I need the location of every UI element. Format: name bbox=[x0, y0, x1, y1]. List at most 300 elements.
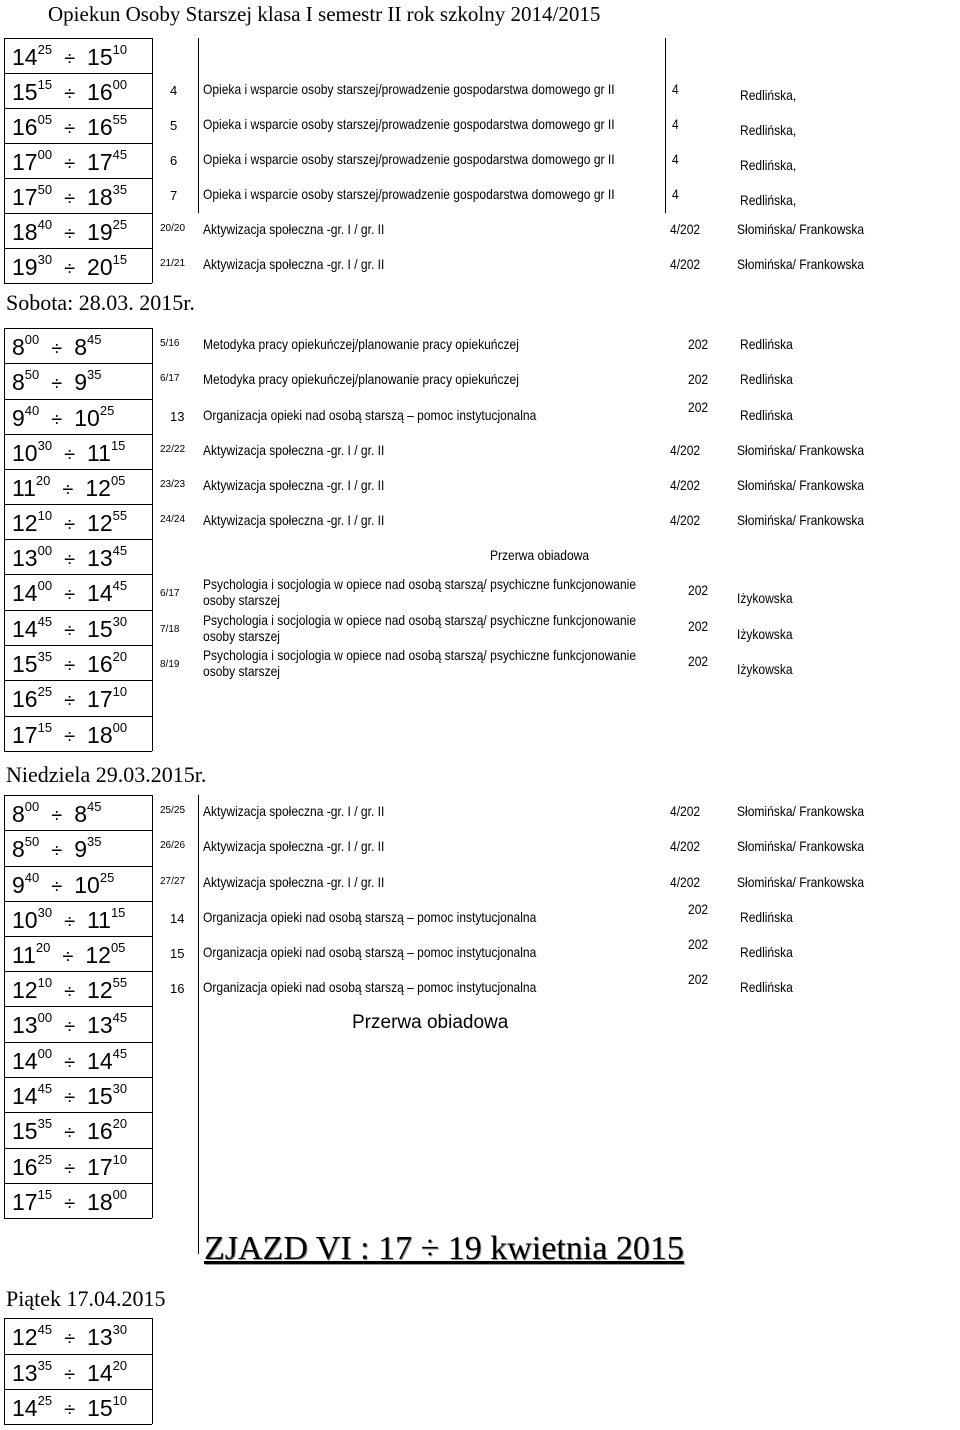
start-hour: 12 bbox=[12, 977, 38, 1003]
time-range bbox=[12, 440, 125, 467]
divide-sign: ÷ bbox=[64, 223, 76, 245]
grid-line bbox=[152, 38, 153, 283]
end-minute: 10 bbox=[112, 1152, 128, 1167]
divide-sign: ÷ bbox=[64, 1122, 76, 1144]
row-divider bbox=[4, 971, 152, 972]
time-range bbox=[12, 1189, 127, 1216]
lesson-number: 23/23 bbox=[160, 479, 186, 490]
start-minute: 40 bbox=[24, 403, 40, 418]
start-hour: 14 bbox=[12, 1395, 38, 1421]
teacher-name: Redlińska, bbox=[740, 87, 797, 103]
divide-sign: ÷ bbox=[62, 946, 74, 968]
divide-sign: ÷ bbox=[64, 1087, 76, 1109]
lesson-number: 7/18 bbox=[160, 624, 180, 635]
row-divider bbox=[4, 1042, 152, 1043]
teacher-name: Słomińska/ Frankowska bbox=[737, 477, 865, 493]
room-number: 202 bbox=[688, 582, 709, 598]
row-divider bbox=[4, 751, 152, 752]
subject-name: Organizacja opieki nad osobą starszą – pomoc instytucjonalna bbox=[203, 944, 537, 960]
room-number: 202 bbox=[688, 901, 709, 917]
divide-sign: ÷ bbox=[62, 479, 74, 501]
start-hour: 10 bbox=[12, 440, 38, 466]
grid-line bbox=[152, 1318, 153, 1424]
end-minute: 45 bbox=[112, 578, 128, 593]
subject-name: Organizacja opieki nad osobą starszą – pomoc instytucjonalna bbox=[203, 407, 537, 423]
row-divider bbox=[4, 283, 152, 284]
start-hour: 13 bbox=[12, 545, 38, 571]
room-number: 4/202 bbox=[670, 221, 701, 237]
lesson-number: 27/27 bbox=[160, 876, 186, 887]
time-range bbox=[12, 510, 127, 537]
subject-name: Aktywizacja społeczna -gr. I / gr. II bbox=[203, 256, 385, 272]
end-minute: 00 bbox=[112, 1187, 128, 1202]
start-hour: 13 bbox=[12, 1360, 38, 1386]
divide-sign: ÷ bbox=[64, 188, 76, 210]
subject-name: Aktywizacja społeczna -gr. I / gr. II bbox=[203, 874, 385, 890]
subject-name: Aktywizacja społeczna -gr. I / gr. II bbox=[203, 512, 385, 528]
end-hour: 19 bbox=[87, 219, 113, 245]
row-divider bbox=[4, 1389, 152, 1390]
start-minute: 00 bbox=[37, 578, 53, 593]
row-divider bbox=[4, 574, 152, 575]
row-divider bbox=[4, 1424, 152, 1425]
row-divider bbox=[4, 1112, 152, 1113]
row-divider bbox=[4, 248, 152, 249]
room-number: 202 bbox=[688, 336, 709, 352]
divide-sign: ÷ bbox=[64, 584, 76, 606]
divide-sign: ÷ bbox=[51, 876, 63, 898]
end-minute: 30 bbox=[112, 1081, 128, 1096]
subject-name: Aktywizacja społeczna -gr. I / gr. II bbox=[203, 477, 385, 493]
end-hour: 13 bbox=[87, 1324, 113, 1350]
start-minute: 15 bbox=[37, 1187, 53, 1202]
divide-sign: ÷ bbox=[51, 338, 63, 360]
lesson-number: 7 bbox=[170, 188, 178, 203]
time-range bbox=[12, 475, 125, 502]
subject-name: Psychologia i socjologia w opiece nad osobą starszą/ psychiczne funkcjonowanie bbox=[203, 647, 637, 663]
row-divider bbox=[4, 645, 152, 646]
end-minute: 05 bbox=[110, 473, 126, 488]
teacher-name: Redlińska, bbox=[740, 122, 797, 138]
room-number: 4/202 bbox=[670, 442, 701, 458]
start-hour: 12 bbox=[12, 510, 38, 536]
end-hour: 16 bbox=[87, 79, 113, 105]
subject-name: Opieka i wsparcie osoby starszej/prowadzenie gospodarstwa domowego gr II bbox=[203, 81, 615, 97]
break-label: Przerwa obiadowa bbox=[490, 547, 590, 563]
end-hour: 18 bbox=[87, 184, 113, 210]
lesson-number: 16 bbox=[170, 981, 185, 996]
teacher-name: Słomińska/ Frankowska bbox=[737, 221, 865, 237]
divide-sign: ÷ bbox=[51, 409, 63, 431]
grid-line bbox=[198, 795, 199, 1254]
row-divider bbox=[4, 830, 152, 831]
row-divider bbox=[4, 363, 152, 364]
start-minute: 15 bbox=[37, 77, 53, 92]
end-minute: 00 bbox=[112, 77, 128, 92]
lesson-number: 5 bbox=[170, 118, 178, 133]
start-minute: 10 bbox=[37, 975, 53, 990]
time-range bbox=[12, 1395, 127, 1422]
start-minute: 20 bbox=[35, 940, 51, 955]
lesson-number: 6 bbox=[170, 153, 178, 168]
time-range bbox=[12, 580, 127, 607]
time-range bbox=[12, 114, 127, 141]
divide-sign: ÷ bbox=[64, 444, 76, 466]
room-number: 4/202 bbox=[670, 477, 701, 493]
row-divider bbox=[4, 73, 152, 74]
row-divider bbox=[4, 1077, 152, 1078]
row-divider bbox=[4, 539, 152, 540]
end-hour: 12 bbox=[87, 977, 113, 1003]
divide-sign: ÷ bbox=[51, 373, 63, 395]
teacher-name: Redlińska, bbox=[740, 157, 797, 173]
start-minute: 35 bbox=[37, 1358, 53, 1373]
divide-sign: ÷ bbox=[64, 655, 76, 677]
start-hour: 10 bbox=[12, 907, 38, 933]
grid-line bbox=[152, 795, 153, 1218]
teacher-name: Redlińska bbox=[740, 407, 793, 423]
end-hour: 9 bbox=[74, 836, 88, 862]
teacher-name: Redlińska bbox=[740, 979, 793, 995]
start-minute: 00 bbox=[37, 147, 53, 162]
lesson-number: 4 bbox=[170, 83, 178, 98]
lesson-number: 6/17 bbox=[160, 373, 180, 384]
end-hour: 12 bbox=[87, 510, 113, 536]
start-hour: 18 bbox=[12, 219, 38, 245]
time-range bbox=[12, 836, 102, 863]
grid-line bbox=[4, 1318, 5, 1424]
end-hour: 13 bbox=[87, 1012, 113, 1038]
row-divider bbox=[4, 178, 152, 179]
time-range bbox=[12, 334, 102, 361]
teacher-name: Redlińska, bbox=[740, 192, 797, 208]
end-minute: 45 bbox=[112, 147, 128, 162]
room-number: 202 bbox=[688, 618, 709, 634]
lesson-number: 15 bbox=[170, 946, 185, 961]
divide-sign: ÷ bbox=[64, 1193, 76, 1215]
row-divider bbox=[4, 901, 152, 902]
page-title: Opiekun Osoby Starszej klasa I semestr II rok szkolny 2014/2015 bbox=[48, 2, 601, 26]
end-minute: 05 bbox=[110, 940, 126, 955]
start-minute: 25 bbox=[37, 1152, 53, 1167]
subject-name: Psychologia i socjologia w opiece nad osobą starszą/ psychiczne funkcjonowanie bbox=[203, 612, 637, 628]
divide-sign: ÷ bbox=[64, 911, 76, 933]
end-minute: 55 bbox=[112, 975, 128, 990]
start-hour: 8 bbox=[12, 369, 25, 395]
row-divider bbox=[4, 143, 152, 144]
time-range bbox=[12, 1154, 127, 1181]
row-divider bbox=[4, 213, 152, 214]
row-divider bbox=[4, 469, 152, 470]
divide-sign: ÷ bbox=[64, 1399, 76, 1421]
end-hour: 11 bbox=[87, 907, 111, 933]
break-label: Przerwa obiadowa bbox=[352, 1012, 509, 1033]
start-hour: 17 bbox=[12, 184, 38, 210]
end-minute: 10 bbox=[112, 1393, 128, 1408]
start-minute: 40 bbox=[37, 217, 53, 232]
room-number: 4/202 bbox=[670, 803, 701, 819]
start-minute: 45 bbox=[37, 1322, 53, 1337]
row-divider bbox=[4, 1006, 152, 1007]
subject-name: Opieka i wsparcie osoby starszej/prowadzenie gospodarstwa domowego gr II bbox=[203, 186, 615, 202]
time-range bbox=[12, 219, 127, 246]
end-hour: 17 bbox=[87, 149, 113, 175]
time-range bbox=[12, 616, 127, 643]
start-minute: 50 bbox=[24, 834, 40, 849]
end-hour: 20 bbox=[87, 254, 113, 280]
row-divider bbox=[4, 1354, 152, 1355]
start-hour: 17 bbox=[12, 722, 38, 748]
time-range bbox=[12, 545, 127, 572]
end-minute: 15 bbox=[110, 905, 126, 920]
end-hour: 12 bbox=[85, 942, 111, 968]
time-range bbox=[12, 149, 127, 176]
teacher-name: Iżykowska bbox=[737, 661, 793, 677]
time-range bbox=[12, 254, 127, 281]
divide-sign: ÷ bbox=[51, 840, 63, 862]
zjazd-title: ZJAZD VI : 17 ÷ 19 kwietnia 2015 bbox=[204, 1230, 684, 1267]
subject-name: Metodyka pracy opiekuńczej/planowanie pracy opiekuńczej bbox=[203, 336, 519, 352]
end-minute: 10 bbox=[112, 42, 128, 57]
subject-name: Aktywizacja społeczna -gr. I / gr. II bbox=[203, 838, 385, 854]
end-minute: 20 bbox=[112, 1358, 128, 1373]
start-minute: 35 bbox=[37, 1116, 53, 1131]
row-divider bbox=[4, 1318, 152, 1319]
divide-sign: ÷ bbox=[64, 620, 76, 642]
end-minute: 25 bbox=[112, 217, 128, 232]
row-divider bbox=[4, 936, 152, 937]
row-divider bbox=[4, 716, 152, 717]
room-number: 4/202 bbox=[670, 838, 701, 854]
time-range bbox=[12, 872, 114, 899]
row-divider bbox=[4, 795, 152, 796]
start-minute: 50 bbox=[24, 367, 40, 382]
end-hour: 14 bbox=[87, 1360, 113, 1386]
row-divider bbox=[4, 108, 152, 109]
divide-sign: ÷ bbox=[64, 153, 76, 175]
lesson-number: 26/26 bbox=[160, 840, 186, 851]
room-number: 4 bbox=[672, 116, 679, 132]
end-hour: 18 bbox=[87, 1189, 113, 1215]
end-minute: 20 bbox=[112, 1116, 128, 1131]
end-minute: 45 bbox=[112, 543, 128, 558]
end-hour: 15 bbox=[87, 616, 113, 642]
lesson-number: 24/24 bbox=[160, 514, 186, 525]
row-divider bbox=[4, 399, 152, 400]
start-minute: 35 bbox=[37, 649, 53, 664]
row-divider bbox=[4, 328, 152, 329]
start-minute: 00 bbox=[37, 543, 53, 558]
sunday-title: Niedziela 29.03.2015r. bbox=[6, 762, 207, 787]
end-hour: 16 bbox=[87, 651, 113, 677]
teacher-name: Słomińska/ Frankowska bbox=[737, 874, 865, 890]
time-range bbox=[12, 651, 127, 678]
end-minute: 30 bbox=[112, 614, 128, 629]
end-hour: 10 bbox=[74, 405, 100, 431]
start-minute: 45 bbox=[37, 1081, 53, 1096]
divide-sign: ÷ bbox=[64, 690, 76, 712]
end-minute: 00 bbox=[112, 720, 128, 735]
room-number: 4/202 bbox=[670, 512, 701, 528]
end-hour: 15 bbox=[87, 44, 113, 70]
start-minute: 40 bbox=[24, 870, 40, 885]
end-minute: 35 bbox=[112, 182, 128, 197]
start-minute: 25 bbox=[37, 42, 53, 57]
time-range bbox=[12, 942, 125, 969]
start-hour: 14 bbox=[12, 616, 38, 642]
grid-line bbox=[198, 38, 199, 213]
room-number: 4 bbox=[672, 81, 679, 97]
end-hour: 10 bbox=[74, 872, 100, 898]
start-hour: 14 bbox=[12, 44, 38, 70]
room-number: 202 bbox=[688, 399, 709, 415]
divide-sign: ÷ bbox=[64, 48, 76, 70]
end-minute: 45 bbox=[87, 799, 102, 814]
room-number: 202 bbox=[688, 653, 709, 669]
teacher-name: Iżykowska bbox=[737, 590, 793, 606]
time-range bbox=[12, 907, 125, 934]
divide-sign: ÷ bbox=[64, 726, 76, 748]
end-hour: 16 bbox=[87, 114, 113, 140]
start-hour: 8 bbox=[12, 801, 25, 827]
row-divider bbox=[4, 866, 152, 867]
time-range bbox=[12, 686, 127, 713]
start-minute: 00 bbox=[37, 1010, 53, 1025]
row-divider bbox=[4, 504, 152, 505]
row-divider bbox=[4, 680, 152, 681]
time-range bbox=[12, 1048, 127, 1075]
end-hour: 16 bbox=[87, 1118, 113, 1144]
room-number: 4/202 bbox=[670, 874, 701, 890]
friday2-title: Piątek 17.04.2015 bbox=[6, 1286, 166, 1311]
end-minute: 55 bbox=[112, 508, 128, 523]
start-hour: 8 bbox=[12, 334, 25, 360]
end-hour: 15 bbox=[87, 1395, 113, 1421]
divide-sign: ÷ bbox=[64, 1158, 76, 1180]
end-minute: 35 bbox=[87, 367, 102, 382]
start-hour: 19 bbox=[12, 254, 38, 280]
row-divider bbox=[4, 610, 152, 611]
divide-sign: ÷ bbox=[64, 549, 76, 571]
start-hour: 15 bbox=[12, 651, 38, 677]
divide-sign: ÷ bbox=[64, 1328, 76, 1350]
subject-name: Organizacja opieki nad osobą starszą – pomoc instytucjonalna bbox=[203, 909, 537, 925]
divide-sign: ÷ bbox=[64, 981, 76, 1003]
end-hour: 14 bbox=[87, 580, 113, 606]
start-minute: 50 bbox=[37, 182, 53, 197]
start-minute: 00 bbox=[37, 1046, 53, 1061]
start-minute: 10 bbox=[37, 508, 53, 523]
saturday-title: Sobota: 28.03. 2015r. bbox=[6, 290, 195, 315]
subject-name: Organizacja opieki nad osobą starszą – pomoc instytucjonalna bbox=[203, 979, 537, 995]
start-minute: 30 bbox=[37, 438, 53, 453]
lesson-number: 6/17 bbox=[160, 588, 180, 599]
subject-name-line2: osoby starszej bbox=[203, 592, 280, 608]
start-minute: 25 bbox=[37, 684, 53, 699]
start-hour: 16 bbox=[12, 1154, 38, 1180]
start-hour: 17 bbox=[12, 149, 38, 175]
subject-name-line2: osoby starszej bbox=[203, 663, 280, 679]
time-range bbox=[12, 79, 127, 106]
end-minute: 30 bbox=[112, 1322, 128, 1337]
end-minute: 15 bbox=[110, 438, 126, 453]
subject-name: Psychologia i socjologia w opiece nad osobą starszą/ psychiczne funkcjonowanie bbox=[203, 576, 637, 592]
room-number: 4/202 bbox=[670, 256, 701, 272]
end-hour: 14 bbox=[87, 1048, 113, 1074]
start-hour: 16 bbox=[12, 686, 38, 712]
start-minute: 30 bbox=[37, 905, 53, 920]
grid-line bbox=[665, 38, 666, 213]
subject-name: Opieka i wsparcie osoby starszej/prowadzenie gospodarstwa domowego gr II bbox=[203, 116, 615, 132]
teacher-name: Iżykowska bbox=[737, 626, 793, 642]
start-minute: 00 bbox=[24, 332, 40, 347]
end-hour: 8 bbox=[74, 801, 88, 827]
lesson-number: 5/16 bbox=[160, 338, 180, 349]
divide-sign: ÷ bbox=[51, 805, 63, 827]
row-divider bbox=[4, 1148, 152, 1149]
divide-sign: ÷ bbox=[64, 1364, 76, 1386]
room-number: 4 bbox=[672, 186, 679, 202]
end-minute: 10 bbox=[112, 684, 128, 699]
row-divider bbox=[4, 434, 152, 435]
start-minute: 20 bbox=[35, 473, 51, 488]
end-minute: 15 bbox=[112, 252, 128, 267]
time-range bbox=[12, 369, 102, 396]
start-minute: 45 bbox=[37, 614, 53, 629]
row-divider bbox=[4, 1218, 152, 1219]
teacher-name: Słomińska/ Frankowska bbox=[737, 512, 865, 528]
room-number: 4 bbox=[672, 151, 679, 167]
end-minute: 45 bbox=[87, 332, 102, 347]
start-minute: 15 bbox=[37, 720, 53, 735]
time-range bbox=[12, 801, 102, 828]
start-hour: 8 bbox=[12, 836, 25, 862]
start-hour: 9 bbox=[12, 872, 25, 898]
end-hour: 15 bbox=[87, 1083, 113, 1109]
teacher-name: Słomińska/ Frankowska bbox=[737, 803, 865, 819]
end-minute: 20 bbox=[112, 649, 128, 664]
grid-line bbox=[152, 328, 153, 751]
start-hour: 14 bbox=[12, 1083, 38, 1109]
divide-sign: ÷ bbox=[64, 514, 76, 536]
lesson-number: 14 bbox=[170, 911, 185, 926]
teacher-name: Słomińska/ Frankowska bbox=[737, 838, 865, 854]
end-hour: 12 bbox=[85, 475, 111, 501]
divide-sign: ÷ bbox=[64, 118, 76, 140]
time-range bbox=[12, 1118, 127, 1145]
end-minute: 25 bbox=[99, 870, 115, 885]
room-number: 202 bbox=[688, 971, 709, 987]
start-hour: 12 bbox=[12, 1324, 38, 1350]
room-number: 202 bbox=[688, 371, 709, 387]
start-hour: 17 bbox=[12, 1189, 38, 1215]
start-hour: 14 bbox=[12, 580, 38, 606]
teacher-name: Redlińska bbox=[740, 336, 793, 352]
end-hour: 13 bbox=[87, 545, 113, 571]
subject-name: Aktywizacja społeczna -gr. I / gr. II bbox=[203, 803, 385, 819]
end-minute: 45 bbox=[112, 1010, 128, 1025]
teacher-name: Redlińska bbox=[740, 909, 793, 925]
end-minute: 25 bbox=[99, 403, 115, 418]
lesson-number: 21/21 bbox=[160, 258, 186, 269]
time-range bbox=[12, 1083, 127, 1110]
start-minute: 30 bbox=[37, 252, 53, 267]
divide-sign: ÷ bbox=[64, 1016, 76, 1038]
teacher-name: Redlińska bbox=[740, 371, 793, 387]
start-minute: 05 bbox=[37, 112, 53, 127]
start-minute: 00 bbox=[24, 799, 40, 814]
lesson-number: 25/25 bbox=[160, 805, 186, 816]
